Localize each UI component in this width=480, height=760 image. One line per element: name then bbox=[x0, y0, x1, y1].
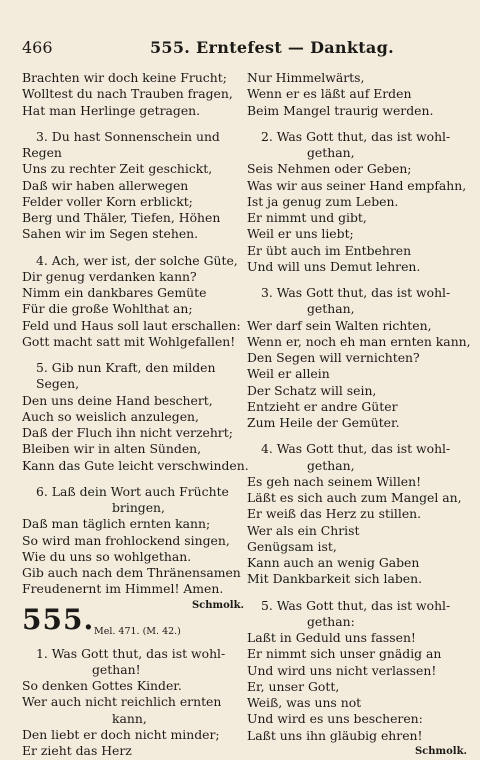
verse-line: Den uns deine Hand beschert, bbox=[22, 392, 213, 408]
verse-line: Daß man täglich ernten kann; bbox=[22, 516, 211, 532]
verse-line: Wenn er es läßt auf Erden bbox=[247, 86, 412, 102]
verse-line: Nimm ein dankbares Gemüte bbox=[22, 285, 207, 300]
verse-line: gethan! bbox=[92, 661, 141, 677]
verse-line: Wolltest du nach Trauben fragen, bbox=[22, 86, 233, 102]
verse-line: Ist ja genug zum Leben. bbox=[247, 193, 399, 209]
verse-line: Kann das Gute leicht verschwinden. bbox=[22, 457, 249, 473]
verse-line: Regen bbox=[22, 145, 62, 160]
verse-line: Laßt in Geduld uns fassen! bbox=[247, 630, 416, 645]
verse-line: Den liebt er doch nicht minder; bbox=[22, 726, 220, 742]
verse-line: 4. Was Gott thut, das ist wohl- bbox=[261, 441, 451, 457]
verse-line: Hat man Herlinge getragen. bbox=[22, 102, 201, 118]
verse-line: Weil er allein bbox=[247, 366, 330, 382]
verse-line: Und will uns Demut lehren. bbox=[247, 258, 421, 274]
verse-3 bbox=[22, 129, 244, 243]
verse-line: Feld und Haus soll laut erschallen: bbox=[22, 317, 241, 333]
verse-line: Den Segen will vernichten? bbox=[247, 350, 420, 365]
verse-line: Berg und Thäler, Tiefen, Höhen bbox=[22, 210, 221, 225]
verse-line: Seis Nehmen oder Geben; bbox=[247, 161, 412, 177]
verse-line: 2. Was Gott thut, das ist wohl- bbox=[261, 128, 451, 144]
page-header bbox=[22, 38, 462, 62]
verse-line: Auch so weislich anzulegen, bbox=[22, 408, 199, 424]
verse-line: gethan, bbox=[307, 145, 355, 160]
author-signature: Schmolk. bbox=[191, 599, 244, 611]
verse-line: Wer als ein Christ bbox=[247, 522, 360, 538]
verse-5 bbox=[247, 598, 467, 744]
verse-line: 4. Ach, wer ist, der solche Güte, bbox=[36, 252, 238, 268]
verse-line: Er zieht das Herz bbox=[22, 743, 132, 758]
verse-line: Der Schatz will sein, bbox=[247, 382, 377, 398]
verse-line: Wer auch nicht reichlich ernten bbox=[22, 694, 222, 710]
verse-line: Sahen wir im Segen stehen. bbox=[22, 226, 199, 242]
verse-2 bbox=[247, 129, 467, 275]
verse-line: gethan, bbox=[307, 457, 355, 473]
verse-continuation bbox=[22, 70, 244, 119]
left-column bbox=[22, 70, 249, 759]
right-column bbox=[247, 70, 471, 760]
verse-line: Er nimmt sich unser gnädig an bbox=[247, 646, 442, 662]
verse-line: Er nimmt und gibt, bbox=[247, 210, 367, 225]
verse-line: Weil er uns liebt; bbox=[247, 226, 354, 242]
verse-line: Segen, bbox=[36, 376, 80, 392]
verse-line: Und wird uns nicht verlassen! bbox=[247, 662, 437, 678]
verse-4 bbox=[247, 441, 467, 587]
verse-line: 5. Gib nun Kraft, den milden bbox=[36, 360, 216, 375]
author-signature: Schmolk. bbox=[414, 745, 467, 757]
verse-line: Genügsam ist, bbox=[247, 538, 337, 554]
verse-line: Nur Himmelwärts, bbox=[247, 70, 365, 85]
verse-line: Bleiben wir in alten Sünden, bbox=[22, 441, 202, 457]
verse-line: Daß wir haben allerwegen bbox=[22, 177, 189, 193]
verse-line: Was wir aus seiner Hand empfahn, bbox=[247, 177, 467, 193]
verse-continuation bbox=[247, 70, 467, 119]
verse-line: Daß der Fluch ihn nicht verzehrt; bbox=[22, 425, 233, 440]
verse-line: Weiß, was uns not bbox=[247, 695, 362, 710]
verse-line: Für die große Wohlthat an; bbox=[22, 301, 193, 317]
verse-line: Er weiß das Herz zu stillen. bbox=[247, 506, 422, 522]
verse-line: Wie du uns so wohlgethan. bbox=[22, 548, 192, 564]
verse-line: 3. Was Gott thut, das ist wohl- bbox=[261, 285, 451, 300]
running-title: 555. Erntefest — Danktag. bbox=[150, 38, 394, 57]
verse-line: 3. Du hast Sonnenschein und bbox=[36, 128, 220, 144]
verse-line: Felder voller Korn erblickt; bbox=[22, 193, 193, 209]
hymn-number: 555. bbox=[22, 602, 95, 636]
hymn-verse-1 bbox=[22, 646, 244, 760]
verse-line: Läßt es sich auch zum Mangel an, bbox=[247, 490, 462, 505]
verse-line: So wird man frohlockend singen, bbox=[22, 532, 230, 548]
verse-line: Brachten wir doch keine Frucht; bbox=[22, 70, 227, 85]
verse-line: Kann auch an wenig Gaben bbox=[247, 555, 420, 570]
verse-line: Er, unser Gott, bbox=[247, 678, 340, 694]
verse-line: Uns zu rechter Zeit geschickt, bbox=[22, 161, 213, 177]
verse-3 bbox=[247, 285, 471, 431]
melody-reference: Mel. 471. (M. 42.) bbox=[94, 625, 181, 637]
verse-line: Mit Dankbarkeit sich laben. bbox=[247, 571, 423, 587]
verse-line: Beim Mangel traurig werden. bbox=[247, 102, 434, 118]
page-number: 466 bbox=[22, 38, 53, 57]
verse-line: Zum Heile der Gemüter. bbox=[247, 415, 400, 430]
verse-line: gethan, bbox=[307, 301, 355, 317]
verse-line: 6. Laß dein Wort auch Früchte bbox=[36, 483, 229, 499]
verse-line: gethan: bbox=[307, 613, 355, 629]
verse-line: Und wird es uns bescheren: bbox=[247, 711, 423, 727]
verse-line: Gib auch nach dem Thränensamen bbox=[22, 565, 241, 580]
verse-6 bbox=[22, 484, 244, 598]
verse-line: Es geh nach seinem Willen! bbox=[247, 473, 422, 489]
verse-line: Entzieht er andre Güter bbox=[247, 398, 398, 414]
verse-line: kann, bbox=[112, 710, 147, 726]
verse-5 bbox=[22, 360, 249, 474]
verse-line: Er übt auch im Entbehren bbox=[247, 242, 412, 258]
verse-line: Wer darf sein Walten richten, bbox=[247, 317, 432, 333]
verse-line: Laßt uns ihn gläubig ehren! bbox=[247, 727, 423, 743]
verse-line: 1. Was Gott thut, das ist wohl- bbox=[36, 645, 226, 661]
verse-line: Freudenernt im Himmel! Amen. bbox=[22, 581, 224, 597]
verse-line: bringen, bbox=[112, 500, 165, 515]
verse-line: So denken Gottes Kinder. bbox=[22, 678, 182, 693]
verse-line: Dir genug verdanken kann? bbox=[22, 268, 197, 284]
verse-line: Wenn er, noch eh man ernten kann, bbox=[247, 333, 471, 349]
verse-4 bbox=[22, 253, 244, 351]
verse-line: Gott macht satt mit Wohlgefallen! bbox=[22, 333, 236, 349]
verse-line: 5. Was Gott thut, das ist wohl- bbox=[261, 597, 451, 613]
